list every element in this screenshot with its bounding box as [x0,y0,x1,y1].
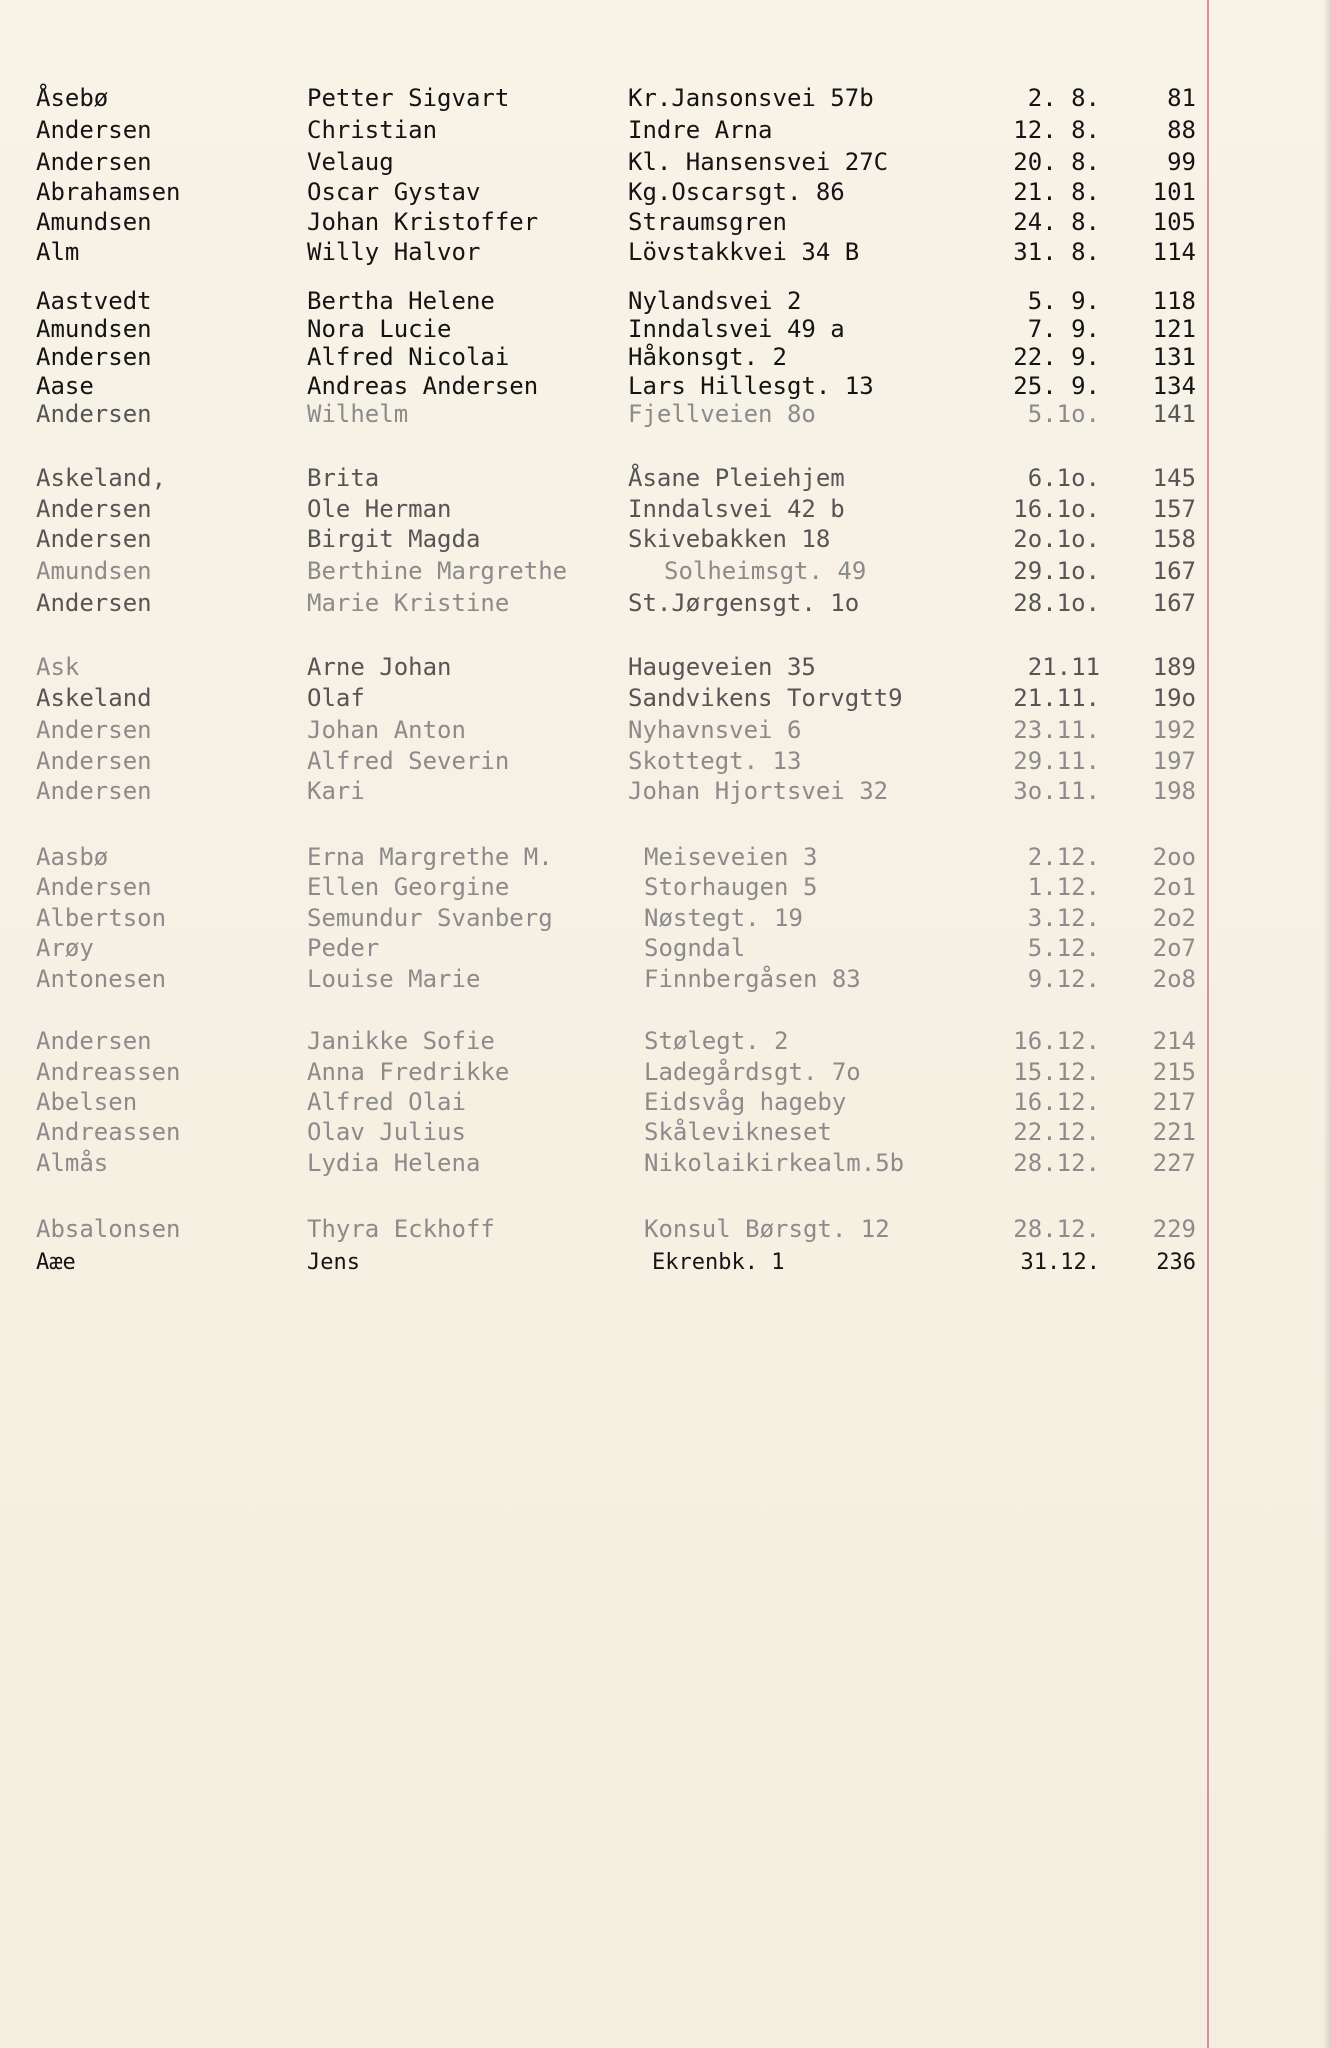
given-name: Brita [307,464,380,492]
given-name: Jens [307,1250,360,1275]
address: Storhaugen 5 [644,873,818,901]
address: Skottegt. 13 [628,747,802,775]
surname: Andersen [36,747,152,775]
date: 5.1o. [1027,400,1100,428]
entry-number: 189 [1152,653,1196,681]
address: Straumsgren [628,208,787,236]
surname: Andersen [36,148,152,176]
address: Sogndal [644,934,746,962]
date: 6.1o. [1027,464,1100,492]
entry-row [0,371,1331,401]
address: Kl. Hansensvei 27C [628,148,889,176]
date: 9.12. [1027,965,1100,993]
surname: Andersen [36,777,152,805]
entry-row [0,933,1331,963]
entry-row [0,1057,1331,1087]
entry-row [0,776,1331,806]
address: Solheimsgt. 49 [664,557,867,585]
date: 16.1o. [1013,495,1100,523]
surname: Andreassen [36,1118,181,1146]
surname: Andersen [36,495,152,523]
surname: Andersen [36,716,152,744]
date: 21. 8. [1013,178,1100,206]
given-name: Marie Kristine [307,589,510,617]
address: Sandvikens Torvgtt9 [628,684,903,712]
entry-row [0,652,1331,682]
given-name: Petter Sigvart [307,84,510,112]
entry-number: 229 [1152,1215,1196,1243]
given-name: Velaug [307,148,394,176]
date: 5. 9. [1027,287,1100,315]
entry-number: 215 [1152,1058,1196,1086]
given-name: Oscar Gystav [307,178,481,206]
address: Meiseveien 3 [644,843,818,871]
given-name: Willy Halvor [307,238,481,266]
given-name: Andreas Andersen [307,372,539,400]
address: Ekrenbk. 1 [652,1250,785,1275]
surname: Aæe [36,1250,76,1275]
surname: Amundsen [36,315,152,343]
address: Haugeveien 35 [628,653,816,681]
address: Nøstegt. 19 [644,904,803,932]
given-name: Berthine Margrethe [307,557,568,585]
entry-number: 2o2 [1152,904,1196,932]
date: 25. 9. [1013,372,1100,400]
given-name: Kari [307,777,365,805]
entry-row [0,463,1331,493]
address: Stølegt. 2 [644,1027,789,1055]
entry-number: 158 [1152,525,1196,553]
given-name: Alfred Nicolai [307,343,510,371]
surname: Aasbø [36,843,109,871]
surname: Askeland [36,684,152,712]
address: Åsane Pleiehjem [628,464,845,492]
entry-number: 192 [1152,716,1196,744]
date: 3o.11. [1013,777,1100,805]
given-name: Erna Margrethe M. [307,843,553,871]
date: 31. 8. [1013,238,1100,266]
entry-number: 88 [1167,116,1196,144]
entry-row [0,237,1331,267]
given-name: Ole Herman [307,495,452,523]
entry-number: 2oo [1152,843,1196,871]
date: 21.11 [1027,653,1100,681]
date: 12. 8. [1013,116,1100,144]
entry-row [0,147,1331,177]
entry-row [0,524,1331,554]
address: St.Jørgensgt. 1o [628,589,860,617]
address: Inndalsvei 42 b [628,495,845,523]
address: Indre Arna [628,116,773,144]
surname: Askeland, [36,464,167,492]
given-name: Olav Julius [307,1118,466,1146]
entry-number: 214 [1152,1027,1196,1055]
entry-row [0,1214,1331,1244]
surname: Amundsen [36,557,152,585]
entry-row [0,683,1331,713]
entry-row [0,1087,1331,1117]
given-name: Johan Kristoffer [307,208,539,236]
entry-number: 198 [1152,777,1196,805]
date: 7. 9. [1027,315,1100,343]
entry-number: 227 [1152,1149,1196,1177]
entry-row [0,746,1331,776]
given-name: Anna Fredrikke [307,1058,510,1086]
address: Nyhavnsvei 6 [628,716,802,744]
surname: Absalonsen [36,1215,181,1243]
entry-row [0,1148,1331,1178]
address: Lövstakkvei 34 B [628,238,860,266]
entry-row [0,207,1331,237]
address: Kg.Oscarsgt. 86 [628,178,845,206]
given-name: Johan Anton [307,716,466,744]
address: Johan Hjortsvei 32 [628,777,889,805]
address: Eidsvåg hageby [644,1088,847,1116]
entry-row [0,115,1331,145]
given-name: Wilhelm [307,400,409,428]
date: 2. 8. [1027,84,1100,112]
entry-row [0,842,1331,872]
given-name: Olaf [307,684,365,712]
entry-number: 114 [1152,238,1196,266]
surname: Åsebø [36,84,109,112]
entry-number: 101 [1152,178,1196,206]
date: 16.12. [1013,1027,1100,1055]
given-name: Janikke Sofie [307,1027,495,1055]
date: 15.12. [1013,1058,1100,1086]
surname: Andersen [36,589,152,617]
date: 29.1o. [1013,557,1100,585]
given-name: Ellen Georgine [307,873,510,901]
entry-row [0,715,1331,745]
entry-number: 2o1 [1152,873,1196,901]
surname: Andersen [36,873,152,901]
date: 1.12. [1027,873,1100,901]
surname: Albertson [36,904,167,932]
entry-row [0,177,1331,207]
date: 28.12. [1013,1215,1100,1243]
given-name: Semundur Svanberg [307,904,553,932]
entry-row [0,1248,1331,1278]
given-name: Louise Marie [307,965,481,993]
entry-number: 105 [1152,208,1196,236]
entry-number: 145 [1152,464,1196,492]
address: Skivebakken 18 [628,525,831,553]
address: Lars Hillesgt. 13 [628,372,874,400]
given-name: Alfred Severin [307,747,510,775]
surname: Andersen [36,400,152,428]
entry-number: 157 [1152,495,1196,523]
given-name: Lydia Helena [307,1149,481,1177]
given-name: Peder [307,934,380,962]
entry-number: 131 [1152,343,1196,371]
entry-number: 236 [1156,1250,1196,1275]
address: Inndalsvei 49 a [628,315,845,343]
date: 20. 8. [1013,148,1100,176]
entry-number: 99 [1167,148,1196,176]
given-name: Thyra Eckhoff [307,1215,495,1243]
entry-number: 217 [1152,1088,1196,1116]
entry-row [0,494,1331,524]
surname: Arøy [36,934,94,962]
surname: Amundsen [36,208,152,236]
entry-row [0,588,1331,618]
entry-row [0,314,1331,344]
entry-number: 221 [1152,1118,1196,1146]
entry-row [0,556,1331,586]
entry-row [0,286,1331,316]
given-name: Christian [307,116,438,144]
entry-number: 167 [1152,589,1196,617]
given-name: Nora Lucie [307,315,452,343]
surname: Andersen [36,1027,152,1055]
address: Skålevikneset [644,1118,832,1146]
given-name: Arne Johan [307,653,452,681]
entry-row [0,83,1331,113]
entry-number: 19o [1152,684,1196,712]
entry-number: 197 [1152,747,1196,775]
entry-number: 118 [1152,287,1196,315]
address: Nylandsvei 2 [628,287,802,315]
entry-number: 2o8 [1152,965,1196,993]
entry-row [0,872,1331,902]
entry-number: 167 [1152,557,1196,585]
surname: Almås [36,1149,109,1177]
address: Håkonsgt. 2 [628,343,787,371]
date: 22. 9. [1013,343,1100,371]
entry-row [0,399,1331,429]
surname: Alm [36,238,80,266]
given-name: Birgit Magda [307,525,481,553]
entry-number: 141 [1152,400,1196,428]
date: 16.12. [1013,1088,1100,1116]
entry-number: 2o7 [1152,934,1196,962]
address: Nikolaikirkealm.5b [644,1149,905,1177]
surname: Abrahamsen [36,178,181,206]
entry-row [0,1117,1331,1147]
date: 31.12. [1020,1250,1100,1275]
entry-number: 81 [1167,84,1196,112]
given-name: Bertha Helene [307,287,495,315]
given-name: Alfred Olai [307,1088,466,1116]
entry-row [0,903,1331,933]
entry-number: 121 [1152,315,1196,343]
surname: Antonesen [36,965,167,993]
surname: Andersen [36,343,152,371]
date: 28.12. [1013,1149,1100,1177]
date: 21.11. [1013,684,1100,712]
address: Fjellveien 8o [628,400,816,428]
date: 29.11. [1013,747,1100,775]
entry-row [0,964,1331,994]
date: 5.12. [1027,934,1100,962]
date: 24. 8. [1013,208,1100,236]
date: 22.12. [1013,1118,1100,1146]
address: Ladegårdsgt. 7o [644,1058,861,1086]
address: Konsul Børsgt. 12 [644,1215,890,1243]
address: Kr.Jansonsvei 57b [628,84,874,112]
date: 3.12. [1027,904,1100,932]
surname: Andersen [36,116,152,144]
surname: Abelsen [36,1088,138,1116]
address: Finnbergåsen 83 [644,965,861,993]
surname: Aase [36,372,94,400]
surname: Ask [36,653,80,681]
surname: Andersen [36,525,152,553]
surname: Andreassen [36,1058,181,1086]
surname: Aastvedt [36,287,152,315]
entry-row [0,1026,1331,1056]
date: 2.12. [1027,843,1100,871]
date: 2o.1o. [1013,525,1100,553]
date: 23.11. [1013,716,1100,744]
entry-number: 134 [1152,372,1196,400]
entry-row [0,342,1331,372]
date: 28.1o. [1013,589,1100,617]
